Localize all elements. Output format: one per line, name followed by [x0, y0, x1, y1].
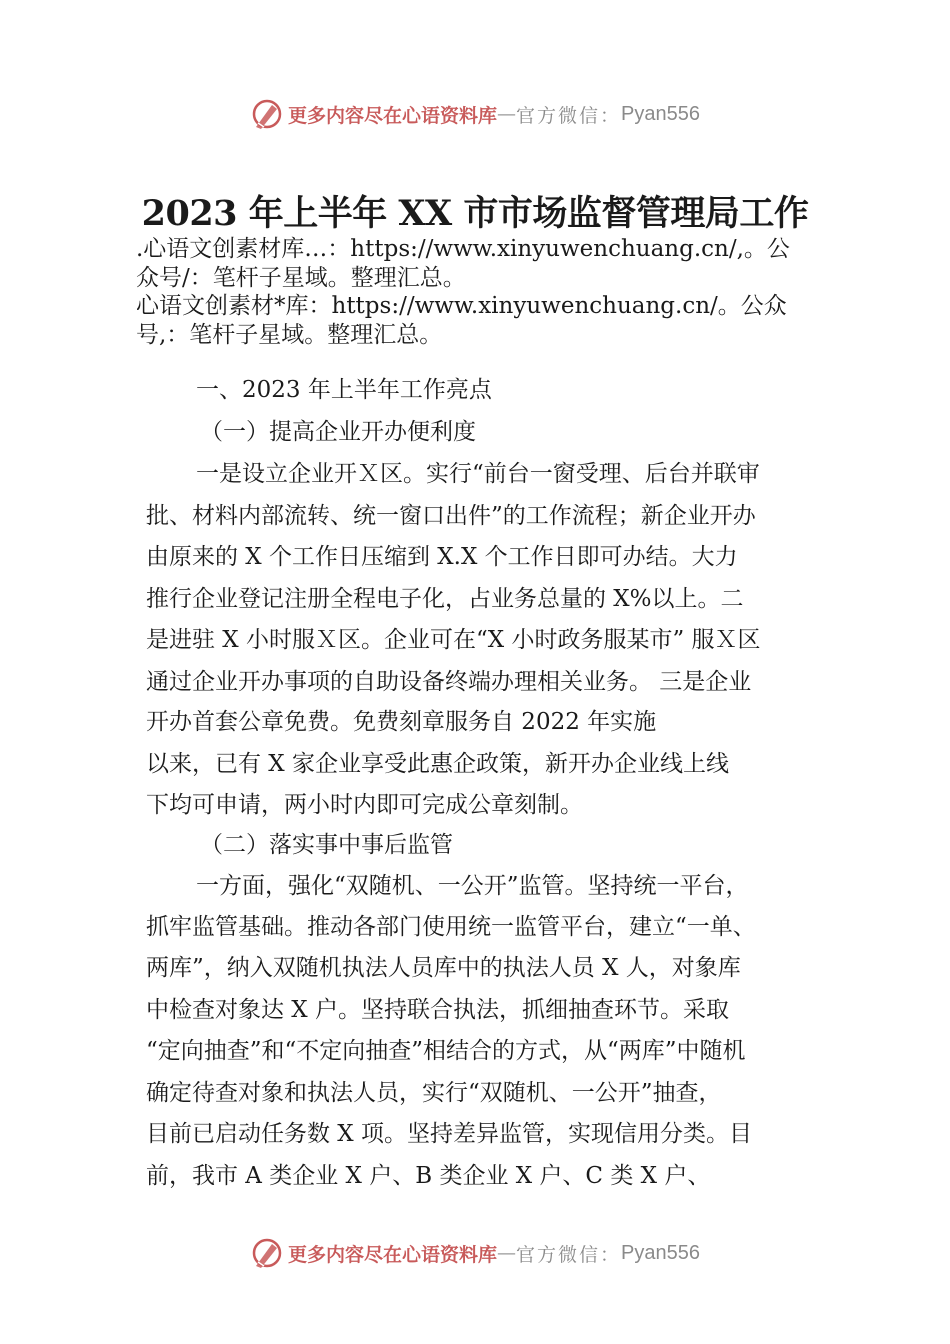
banner-wechat-id: Pyan556: [621, 1241, 700, 1264]
body-text-line: 开办首套公章免费。免费刻章服务自 2022 年实施: [146, 709, 657, 735]
banner-wechat-id: Pyan556: [621, 102, 700, 125]
body-text-line: 以来，已有 X 家企业享受此惠企政策，新开办企业线上线: [146, 751, 729, 777]
subsection-heading: （一）提高企业开办便利度: [200, 419, 476, 445]
body-text-line: 中检查对象达 X 户。坚持联合执法，抓细抽查环节。采取: [146, 997, 729, 1023]
body-text-line: 批、材料内部流转、统一窗口出件”的工作流程；新企业开办: [146, 503, 756, 529]
source-note-line: 号,：笔杆子星域。整理汇总。: [136, 322, 443, 348]
body-text-line: 前，我市 A 类企业 X 户、B 类企业 X 户、C 类 X 户、: [146, 1163, 711, 1189]
banner-separator: —: [497, 103, 517, 125]
body-text-line: 下均可申请，两小时内即可完成公章刻制。: [146, 792, 583, 818]
header-banner: [0, 94, 950, 134]
body-text-line: 是进驻 X 小时服Ｘ区。企业可在“X 小时政务服某市” 服Ｘ区: [146, 627, 761, 653]
banner-separator: —: [497, 1242, 517, 1264]
source-note-line: 众号/：笔杆子星域。整理汇总。: [136, 265, 466, 291]
body-text-line: 确定待查对象和执法人员，实行“双随机、一公开”抽查，: [146, 1080, 722, 1106]
body-text-line: 一是设立企业开Ｘ区。实行“前台一窗受理、后台并联审: [196, 461, 760, 487]
banner-wechat-label: 官方微信：: [516, 1243, 622, 1266]
section-heading: 一、2023 年上半年工作亮点: [196, 377, 492, 403]
footer-banner: [0, 1233, 950, 1273]
body-text-line: “定向抽查”和“不定向抽查”相结合的方式，从“两库”中随机: [146, 1038, 746, 1064]
banner-main-text: 更多内容尽在心语资料库: [288, 1243, 498, 1266]
banner-wechat-label: 官方微信：: [516, 104, 622, 127]
source-note-2: [136, 292, 826, 350]
document-title: 2023 年上半年 XX 市市场监督管理局工作: [141, 193, 809, 234]
body-text-line: 抓牢监管基础。推动各部门使用统一监管平台，建立“一单、: [146, 914, 756, 940]
pen-logo-icon: [250, 1236, 284, 1270]
source-note-line: 心语文创素材*库：https://www.xinyuwenchuang.cn/。公众: [136, 293, 787, 319]
subsection-heading: （二）落实事中事后监管: [200, 832, 453, 858]
source-note-1: [136, 235, 826, 293]
body-text-line: 由原来的 X 个工作日压缩到 X.X 个工作日即可办结。大力: [146, 544, 738, 570]
body-text-line: 推行企业登记注册全程电子化，占业务总量的 X%以上。二: [146, 586, 744, 612]
body-text-line: 目前已启动任务数 X 项。坚持差异监管，实现信用分类。目: [146, 1121, 752, 1147]
body-text-line: 通过企业开办事项的自助设备终端办理相关业务。 三是企业: [146, 669, 752, 695]
pen-logo-icon: [250, 97, 284, 131]
source-note-line: .心语文创素材库…：https://www.xinyuwenchuang.cn/,。公: [136, 236, 790, 262]
body-text-line: 两库”，纳入双随机执法人员库中的执法人员 X 人，对象库: [146, 955, 741, 981]
banner-main-text: 更多内容尽在心语资料库: [288, 104, 498, 127]
body-text-line: 一方面，强化“双随机、一公开”监管。坚持统一平台，: [196, 873, 749, 899]
